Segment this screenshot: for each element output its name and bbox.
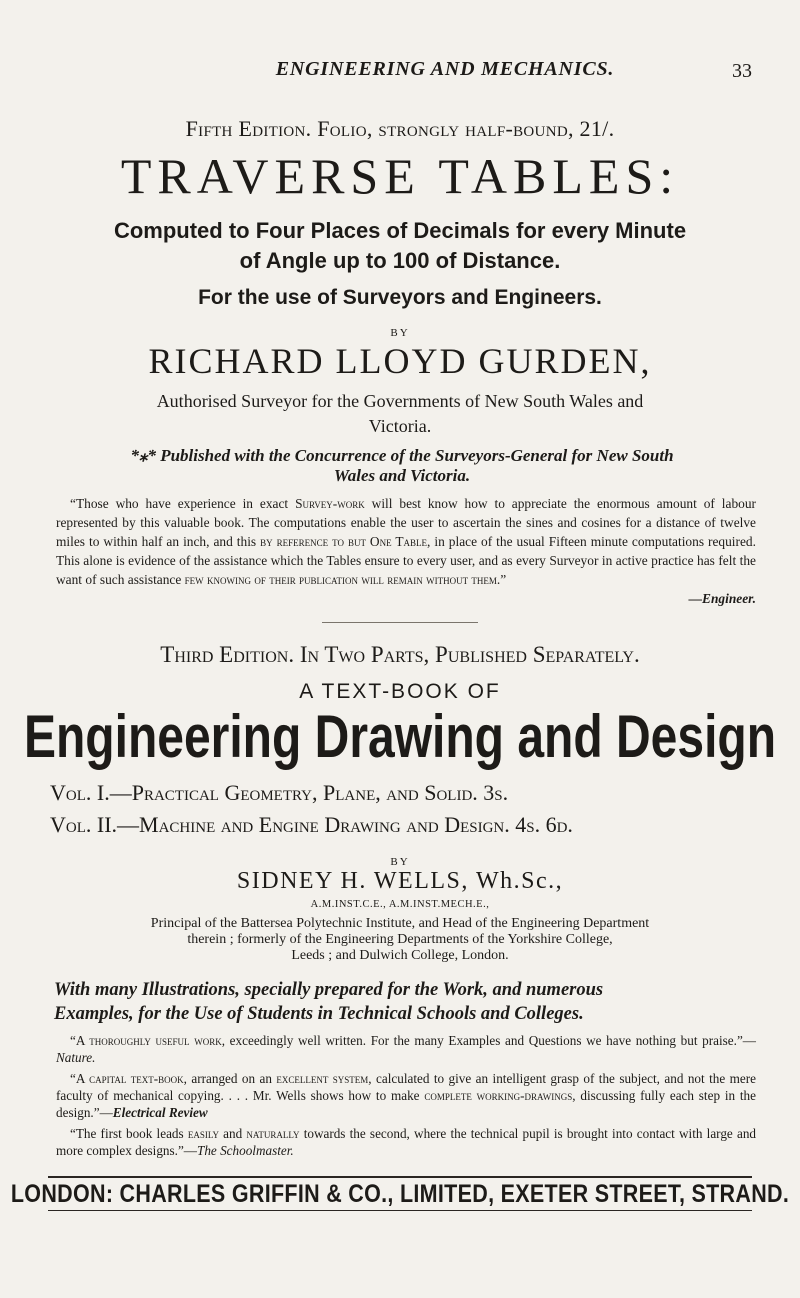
ad1-author-role-line1: Authorised Surveyor for the Governments of New South Wales and [156, 391, 644, 411]
ad2-title: Engineering Drawing and Design [23, 704, 777, 771]
review-text: calculated to give an intelligent grasp of the subject, and not the mere faculty of mechanical copying. . . . Mr. Wells shows how to make [56, 1071, 756, 1103]
header-title: ENGINEERING AND MECHANICS. [275, 58, 615, 80]
review-text: towards the second, where the technical pupil is brought into contact with large and more complex designs.”— [56, 1126, 757, 1158]
ad1-concurrence-line2: Wales and Victoria. [333, 466, 471, 485]
ad1-purpose: For the use of Surveyors and Engineers. [198, 286, 602, 309]
quote-emphasis: by reference to but One Table [260, 534, 428, 549]
review-text: exceedingly well written. For the many Examples and Questions we have nothing but praise.”— [225, 1033, 756, 1048]
section-divider [322, 622, 478, 623]
review-emphasis: excellent system, [276, 1071, 372, 1086]
role-line: therein ; formerly of the Engineering Departments of the Yorkshire College, [187, 932, 613, 947]
review-text: arranged on an [186, 1071, 277, 1086]
illustrations-line: With many Illustrations, specially prepared for the Work, and numerous [54, 980, 604, 1000]
quote-text: , in place of the usual Fifteen minute computations required. This alone is evidence of the assistance which the Tables ensure to every user, and as every Surveyor in active practice has felt the want of such assistance [56, 534, 756, 587]
quote-text: will best know how to appreciate the enormous amount of labour represented by this valuable book. The computations enable the user to ascertain the sines and cosines for a distance of twelve miles to within half an inch, and this [56, 496, 756, 549]
review-text: and [218, 1126, 247, 1141]
review-emphasis: “A thoroughly useful work, [70, 1033, 226, 1048]
ad2-illustrations [54, 978, 754, 1026]
ad1-edition-line: Fifth Edition. Folio, strongly half-bound, 21/. [185, 116, 615, 141]
review-emphasis: complete working-drawings, [424, 1088, 576, 1103]
review-source: Electrical Review [112, 1105, 208, 1120]
illustrations-line: Examples, for the Use of Students in Technical Schools and Colleges. [54, 1004, 584, 1024]
quote-text: ” [500, 572, 507, 587]
quote-text: “Those who have experience in exact [70, 496, 296, 511]
ad2-author: SIDNEY H. WELLS, Wh.Sc., [236, 868, 564, 894]
ad1-concurrence-line1: Published with the Concurrence of the Surveyors-General for New South [160, 446, 674, 465]
ad1-author-role-line2: Victoria. [368, 416, 432, 436]
ad1-review-quote [56, 494, 756, 608]
review-nature [56, 1032, 756, 1066]
review-emphasis: “A capital text-book, [70, 1071, 187, 1086]
review-source: Nature. [56, 1050, 96, 1065]
vol2-text: Vol. II.—Machine and Engine Drawing and Design. 4s. 6d. [50, 812, 573, 837]
ad2-vol1 [50, 780, 508, 806]
ad1-subtitle-line2: of Angle up to 100 of Distance. [239, 248, 561, 273]
ad1-quote-source: —Engineer. [688, 591, 756, 606]
review-schoolmaster [56, 1125, 756, 1159]
page-number: 33 [732, 60, 752, 82]
ad1-by: BY [390, 327, 410, 339]
vol1-text: Vol. I.—Practical Geometry, Plane, and Solid. 3s. [50, 780, 509, 805]
running-header [190, 58, 760, 94]
footer-rule-bottom [48, 1210, 752, 1211]
review-text: “The first book leads [70, 1126, 188, 1141]
ad2-by: BY [390, 856, 410, 868]
ad2-vol2 [50, 812, 573, 838]
ad1-subtitle-line1: Computed to Four Places of Decimals for every Minute [113, 218, 687, 243]
review-emphasis: easily [187, 1126, 219, 1141]
review-emphasis: naturally [246, 1126, 300, 1141]
ad1-concurrence [52, 446, 752, 486]
footer-publisher: LONDON: CHARLES GRIFFIN & CO., LIMITED, EXETER STREET, STRAND. [10, 1180, 790, 1208]
ad2-kicker: A TEXT-BOOK OF [299, 680, 501, 703]
ad2-role [0, 916, 800, 964]
ad2-edition-text: Third Edition. In Two Parts, Published Separately. [160, 642, 640, 667]
role-line: Leeds ; and Dulwich College, London. [291, 948, 509, 963]
quote-emphasis: few knowing of their publication will remain without them. [184, 572, 501, 587]
asterism: *⁎* [130, 446, 156, 465]
review-source: The Schoolmaster. [197, 1143, 294, 1158]
footer-rule [48, 1176, 752, 1178]
ad2-reviews [56, 1032, 756, 1159]
ad1-title: TRAVERSE TABLES: [120, 148, 680, 204]
quote-emphasis: Survey-work [295, 496, 365, 511]
review-electrical-review [56, 1070, 756, 1121]
review-text: discussing fully each step in the design.”— [56, 1088, 756, 1120]
ad2-edition-line [0, 642, 800, 668]
ad1-author: RICHARD LLOYD GURDEN, [148, 341, 652, 381]
role-line: Principal of the Battersea Polytechnic Institute, and Head of the Engineering Department [150, 916, 650, 931]
ad2-credentials: A.M.INST.C.E., A.M.INST.MECH.E., [310, 899, 490, 910]
